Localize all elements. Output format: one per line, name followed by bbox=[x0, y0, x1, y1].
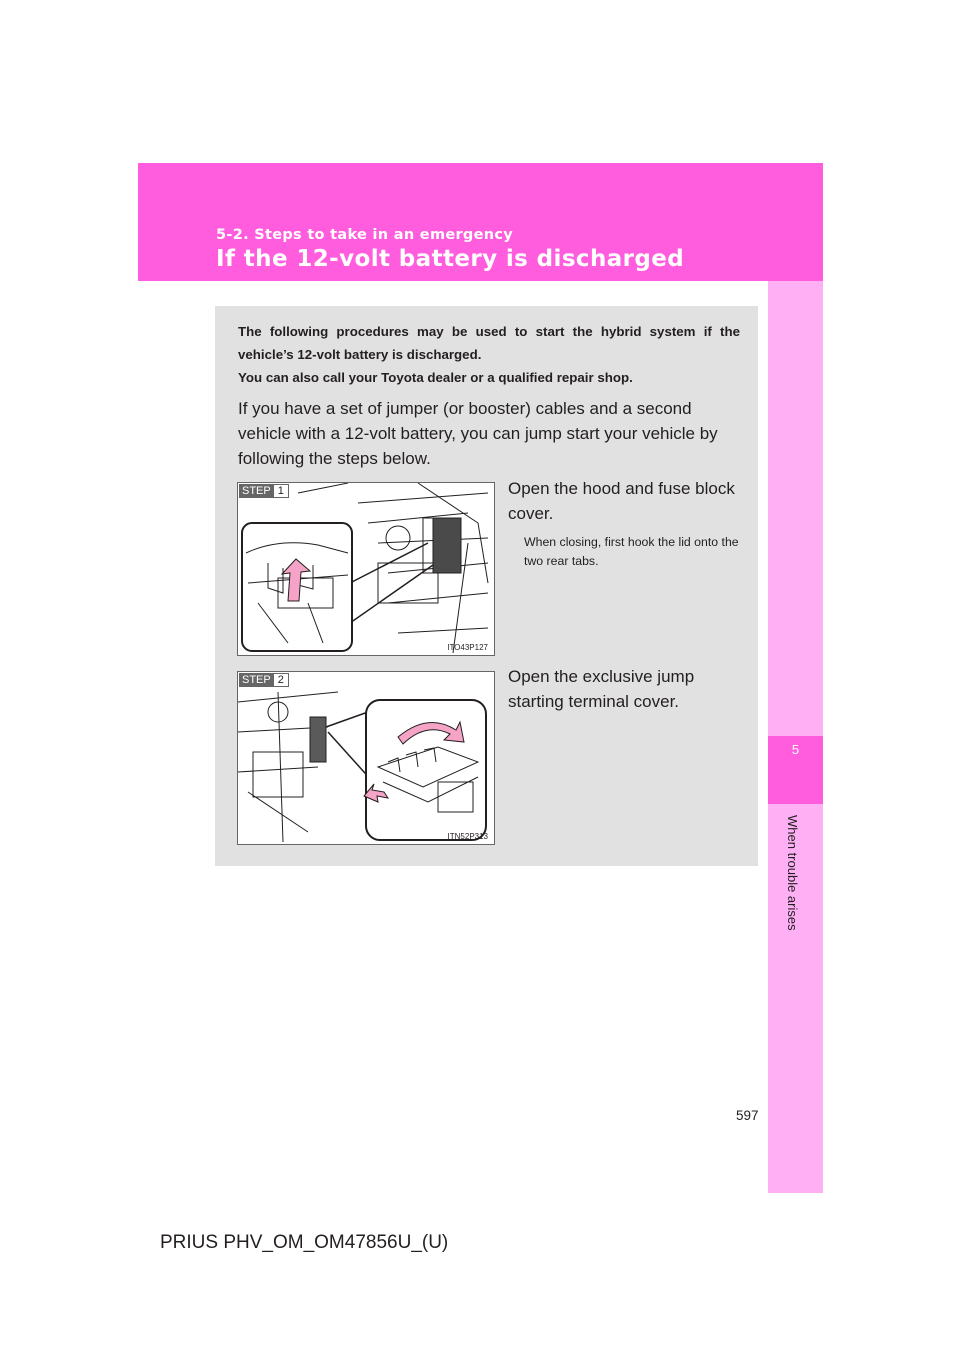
step-2-text: Open the exclusive jump starting terminal cover. bbox=[508, 667, 695, 711]
step-1-figure bbox=[237, 482, 495, 656]
step-badge-label: STEP bbox=[239, 484, 274, 498]
step-2-badge bbox=[239, 673, 289, 687]
figure-code: ITO43P127 bbox=[447, 643, 488, 652]
intro-line-1: The following procedures may be used to start the hybrid system if the vehicle’s 12-volt battery is discharged. bbox=[238, 324, 740, 362]
intro-note bbox=[238, 320, 740, 389]
body-paragraph: If you have a set of jumper (or booster) cables and a second vehicle with a 12-volt battery, you can jump start your vehicle by following the steps below. bbox=[238, 399, 718, 468]
step-badge-number: 1 bbox=[274, 484, 289, 498]
step-1-note: When closing, first hook the lid onto the two rear tabs. bbox=[524, 535, 739, 568]
page-title: If the 12-volt battery is discharged bbox=[216, 246, 685, 272]
figure-code: ITN52P313 bbox=[447, 832, 488, 841]
engine-bay-fuse-block-illustration bbox=[238, 483, 494, 655]
jump-start-terminal-illustration bbox=[238, 672, 494, 844]
step-2-figure bbox=[237, 671, 495, 845]
document-code: PRIUS PHV_OM_OM47856U_(U) bbox=[160, 1232, 449, 1253]
step-badge-number: 2 bbox=[274, 673, 289, 687]
chapter-number: 5 bbox=[791, 742, 800, 757]
section-label: 5-2. Steps to take in an emergency bbox=[216, 227, 514, 243]
chapter-title: When trouble arises bbox=[785, 815, 800, 931]
step-1-badge bbox=[239, 484, 289, 498]
step-1-text: Open the hood and fuse block cover. bbox=[508, 479, 735, 523]
page-number: 597 bbox=[736, 1108, 759, 1123]
step-badge-label: STEP bbox=[239, 673, 274, 687]
intro-line-2: You can also call your Toyota dealer or a qualified repair shop. bbox=[238, 370, 633, 385]
